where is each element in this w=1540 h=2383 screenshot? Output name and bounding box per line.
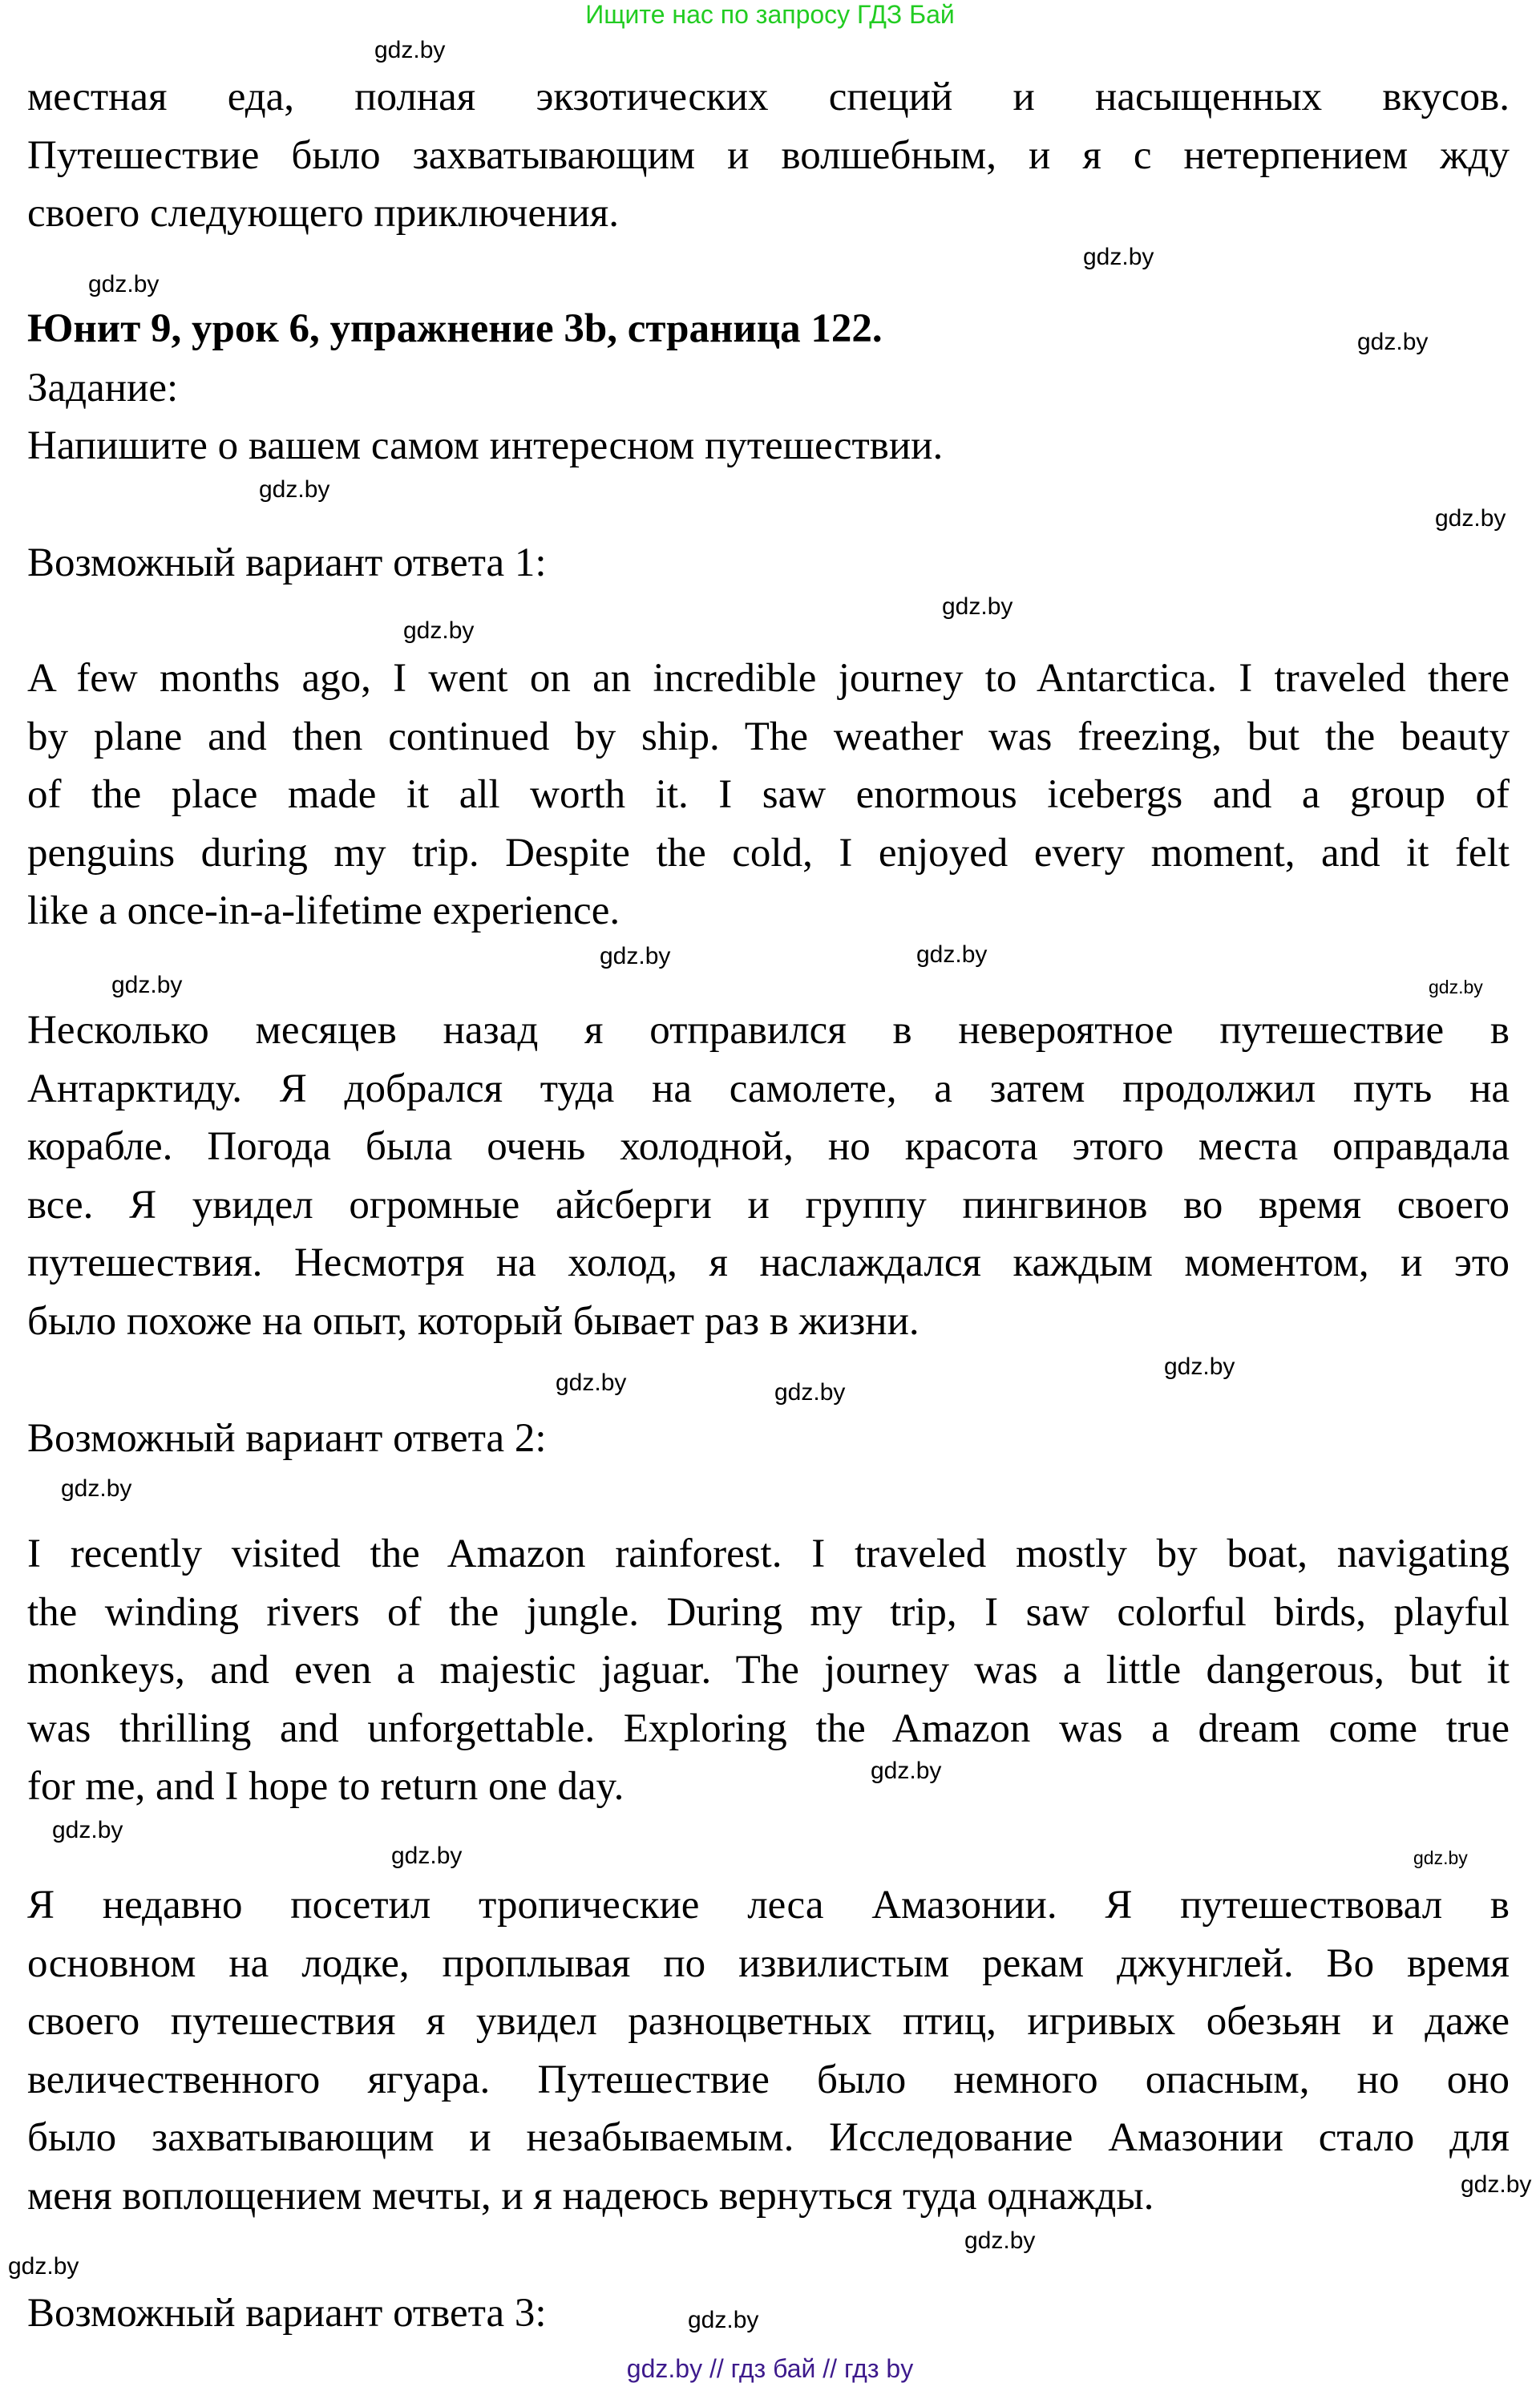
variant-1-russian (27, 1001, 1510, 1350)
text-line: Я недавно посетил тропические леса Амазонии. Я путешествовал в (27, 1883, 1510, 1928)
text-line: меня воплощением мечты, и я надеюсь вернуться туда однажды. (27, 2173, 1154, 2219)
watermark: gdz.by (871, 1758, 942, 1784)
text-line: Юнит 9, урок 6, упражнение 3b, страница 122. (27, 306, 883, 351)
text-line: Возможный вариант ответа 1: (27, 540, 547, 585)
watermark: gdz.by (1413, 1847, 1468, 1868)
text-line: of the place made it all worth it. I saw enormous icebergs and a group of (27, 772, 1510, 817)
variant-1-label (27, 534, 1510, 593)
text-line: monkeys, and even a majestic jaguar. The journey was a little dangerous, but it (27, 1648, 1510, 1693)
watermark: gdz.by (942, 593, 1013, 620)
text-line: Антарктиду. Я добрался туда на самолете, а затем продолжил путь на (27, 1066, 1510, 1111)
watermark: gdz.by (1429, 977, 1483, 997)
text-line: основном на лодке, проплывая по извилистым рекам джунглей. Во время (27, 1940, 1510, 1986)
watermark: gdz.by (916, 941, 988, 968)
watermark: gdz.by (1083, 244, 1154, 270)
watermark: gdz.by (774, 1379, 846, 1406)
search-banner: Ищите нас по запросу ГДЗ Бай (585, 0, 955, 29)
text-line: Возможный вариант ответа 2: (27, 1416, 547, 1461)
text-line: было похоже на опыт, который бывает раз в жизни. (27, 1298, 920, 1344)
text-line: the winding rivers of the jungle. During my trip, I saw colorful birds, playful (27, 1589, 1510, 1635)
text-line: Путешествие было захватывающим и волшебным, и я с нетерпением жду (27, 132, 1510, 178)
text-line: Задание: (27, 366, 179, 411)
watermark: gdz.by (391, 1843, 463, 1869)
watermark: gdz.by (374, 37, 446, 63)
intro-paragraph (27, 68, 1510, 243)
text-line: was thrilling and unforgettable. Exploring the Amazon was a dream come true (27, 1705, 1510, 1751)
watermark: gdz.by (1461, 2171, 1532, 2198)
watermark: gdz.by (88, 271, 160, 297)
variant-3-label (27, 2284, 1510, 2343)
task-label (27, 359, 1510, 418)
watermark: gdz.by (556, 1370, 627, 1396)
watermark: gdz.by (259, 476, 330, 503)
text-line: by plane and then continued by ship. The weather was freezing, but the beauty (27, 714, 1510, 759)
watermark: gdz.by (111, 972, 183, 998)
text-line: своего следующего приключения. (27, 191, 619, 236)
text-line: местная еда, полная экзотических специй и насыщенных вкусов. (27, 75, 1510, 119)
text-line: корабле. Погода была очень холодной, но красота этого места оправдала (27, 1124, 1510, 1169)
text-line: like a once-in-a-lifetime experience. (27, 888, 620, 933)
watermark: gdz.by (1164, 1353, 1235, 1380)
task-text (27, 417, 1510, 475)
variant-2-label (27, 1410, 1510, 1468)
watermark: gdz.by (61, 1475, 132, 1502)
text-line: Напишите о вашем самом интересном путешествии. (27, 423, 944, 468)
watermark: gdz.by (1357, 329, 1429, 355)
text-line: Несколько месяцев назад я отправился в невероятное путешествие в (27, 1008, 1510, 1053)
watermark: gdz.by (52, 1817, 123, 1843)
text-line: for me, and I hope to return one day. (27, 1764, 624, 1809)
watermark: gdz.by (8, 2253, 79, 2280)
text-line: Возможный вариант ответа 3: (27, 2291, 547, 2336)
variant-1-english (27, 649, 1510, 941)
exercise-heading (27, 300, 1510, 358)
text-line: A few months ago, I went on an incredible journey to Antarctica. I traveled there (27, 656, 1510, 701)
text-line: своего путешествия я увидел разноцветных птиц, игривых обезьян и даже (27, 1999, 1510, 2044)
watermark: gdz.by (964, 2227, 1036, 2254)
variant-2-russian (27, 1876, 1510, 2225)
watermark: gdz.by (688, 2307, 759, 2333)
watermark: gdz.by (1435, 505, 1506, 532)
text-line: было захватывающим и незабываемым. Исследование Амазонии стало для (27, 2115, 1510, 2160)
text-line: penguins during my trip. Despite the cold, I enjoyed every moment, and it felt (27, 830, 1510, 876)
watermark: gdz.by (403, 617, 475, 644)
text-line: I recently visited the Amazon rainforest. I traveled mostly by boat, navigating (27, 1531, 1510, 1576)
text-line: все. Я увидел огромные айсберги и группу пингвинов во время своего (27, 1182, 1510, 1228)
footer-links: gdz.by // гдз бай // гдз by (626, 2354, 914, 2383)
text-line: величественного ягуара. Путешествие было немного опасным, но оно (27, 2057, 1510, 2102)
variant-2-english (27, 1525, 1510, 1816)
watermark: gdz.by (600, 943, 671, 969)
text-line: путешествия. Несмотря на холод, я наслаждался каждым моментом, и это (27, 1240, 1510, 1285)
